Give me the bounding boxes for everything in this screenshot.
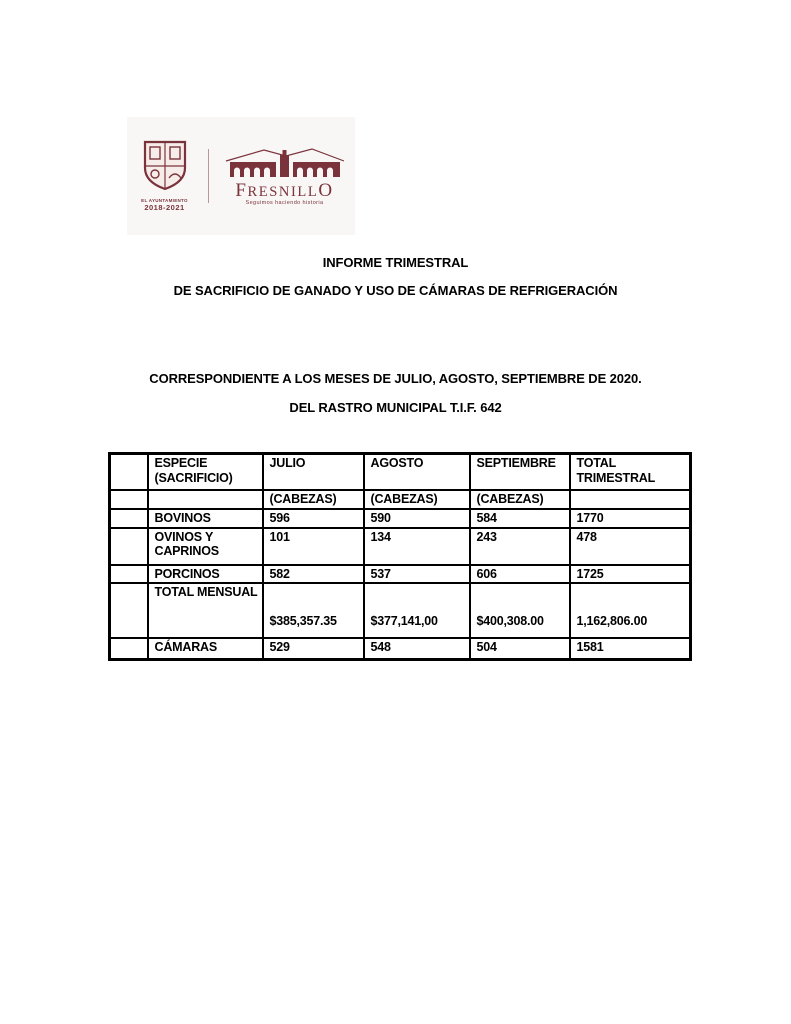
table-cell: 101 <box>263 528 364 565</box>
table-cell: 1581 <box>570 638 691 660</box>
table-cell: 590 <box>364 509 470 528</box>
col-header-septiembre: SEPTIEMBRE <box>470 454 570 491</box>
wordmark-text <box>220 180 350 201</box>
row-label: BOVINOS <box>148 509 263 528</box>
row-label: TOTAL MENSUAL <box>148 583 263 638</box>
report-subtitle-facility: DEL RASTRO MUNICIPAL T.I.F. 642 <box>289 400 502 415</box>
table-cell: 582 <box>263 565 364 584</box>
coat-of-arms <box>133 140 197 212</box>
table-cell-empty <box>110 490 148 509</box>
table-row-total-mensual <box>110 583 691 638</box>
table-cell: 1725 <box>570 565 691 584</box>
col-header-total: TOTAL TRIMESTRAL <box>570 454 691 491</box>
report-subtitle-period: CORRESPONDIENTE A LOS MESES DE JULIO, AGOSTO, SEPTIEMBRE DE 2020. <box>149 371 642 386</box>
logo-tagline: Seguimos haciendo historia <box>245 200 324 206</box>
wordmark-first-letter: F <box>235 180 248 201</box>
col-header-especie: ESPECIE (SACRIFICIO) <box>148 454 263 491</box>
table-cell: 134 <box>364 528 470 565</box>
crest-years: 2018-2021 <box>144 203 185 212</box>
table-cell: 548 <box>364 638 470 660</box>
table-cell: 504 <box>470 638 570 660</box>
row-label: CÁMARAS <box>148 638 263 660</box>
report-title-line2: DE SACRIFICIO DE GANADO Y USO DE CÁMARAS DE REFRIGERACIÓN <box>173 283 618 298</box>
subheader-cabezas-julio: (CABEZAS) <box>263 490 364 509</box>
aqueduct-icon <box>224 146 346 179</box>
table-cell-empty <box>110 454 148 491</box>
table-cell-empty <box>110 565 148 584</box>
table-cell: 596 <box>263 509 364 528</box>
table-header-row <box>110 454 691 491</box>
table-cell: $400,308.00 <box>470 583 570 638</box>
table-cell: 243 <box>470 528 570 565</box>
table-cell: 1,162,806.00 <box>570 583 691 638</box>
table-row-bovinos <box>110 509 691 528</box>
table-cell: 584 <box>470 509 570 528</box>
municipal-logo <box>127 117 355 235</box>
table-cell-empty <box>110 528 148 565</box>
subheader-cabezas-agosto: (CABEZAS) <box>364 490 470 509</box>
subheader-cabezas-septiembre: (CABEZAS) <box>470 490 570 509</box>
wordmark-last-letter: O <box>318 180 334 201</box>
fresnillo-wordmark <box>220 146 350 206</box>
table-cell: $385,357.35 <box>263 583 364 638</box>
logo-divider <box>208 149 209 203</box>
table-cell: 529 <box>263 638 364 660</box>
table-row-porcinos <box>110 565 691 584</box>
table-cell-empty <box>570 490 691 509</box>
col-header-julio: JULIO <box>263 454 364 491</box>
table-cell-empty <box>110 509 148 528</box>
table-cell: $377,141,00 <box>364 583 470 638</box>
table-cell: 1770 <box>570 509 691 528</box>
table-cell: 478 <box>570 528 691 565</box>
col-header-agosto: AGOSTO <box>364 454 470 491</box>
slaughter-report-table <box>108 452 692 661</box>
row-label: PORCINOS <box>148 565 263 584</box>
table-cell-empty <box>110 583 148 638</box>
report-title-line1: INFORME TRIMESTRAL <box>322 255 469 270</box>
coat-of-arms-icon <box>142 140 188 192</box>
table-subheader-row <box>110 490 691 509</box>
crest-caption: EL AYUNTAMIENTO <box>141 198 188 203</box>
table-row-ovinos-caprinos <box>110 528 691 565</box>
row-label: OVINOS Y CAPRINOS <box>148 528 263 565</box>
table-cell: 606 <box>470 565 570 584</box>
table-cell-empty <box>110 638 148 660</box>
table-row-camaras <box>110 638 691 660</box>
wordmark-middle: RESNILL <box>247 184 319 200</box>
table-cell-empty <box>148 490 263 509</box>
table-cell: 537 <box>364 565 470 584</box>
